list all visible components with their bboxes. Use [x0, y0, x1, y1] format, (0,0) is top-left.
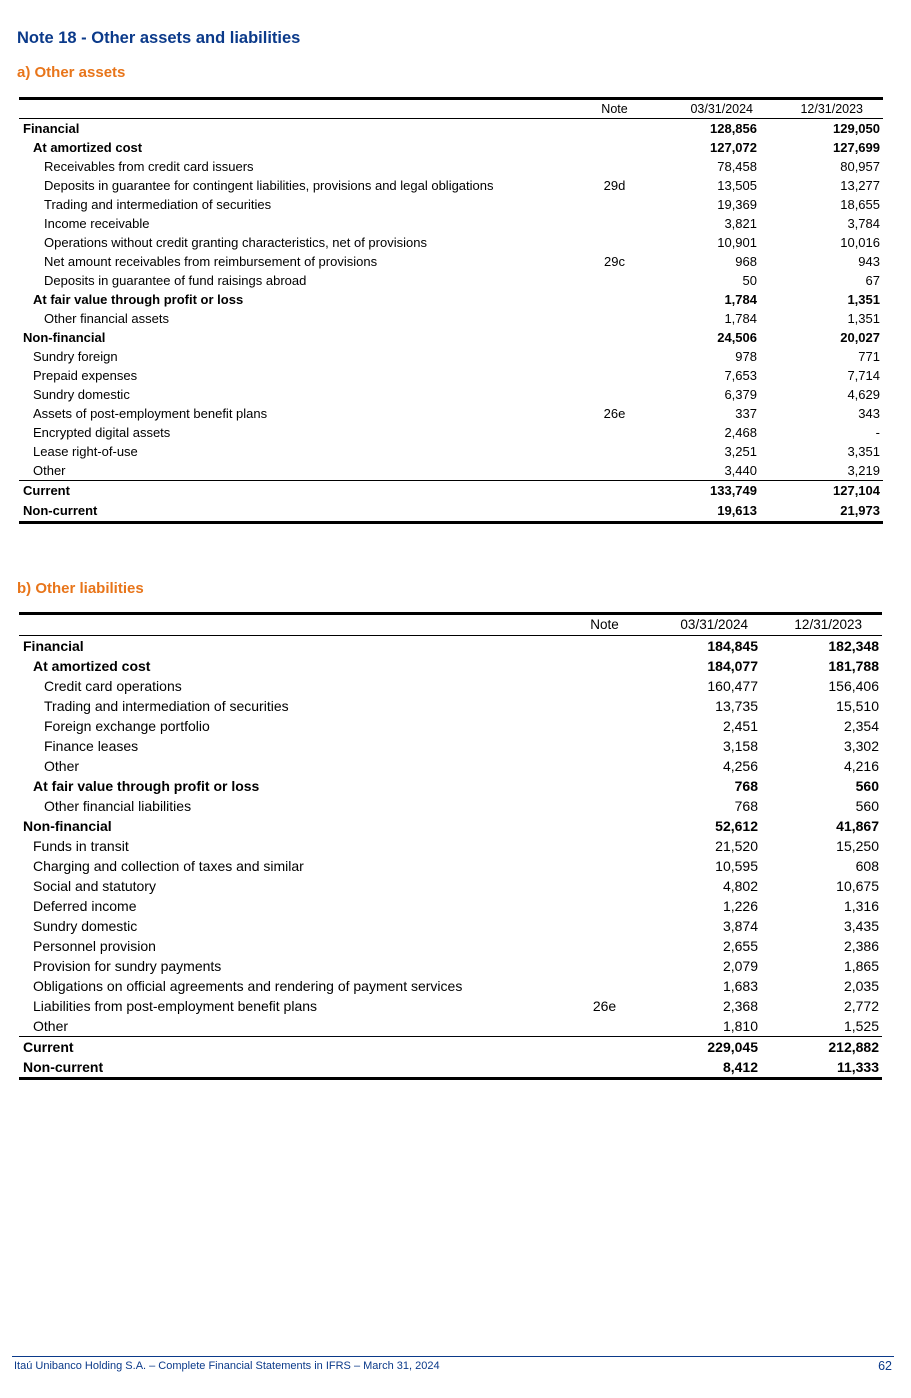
- row-value-period1: 13,505: [717, 178, 757, 193]
- row-note: [567, 736, 642, 756]
- row-label: Other: [44, 758, 80, 774]
- row-note: [567, 836, 642, 856]
- row-label: Receivables from credit card issuers: [44, 159, 254, 174]
- total-row: [19, 481, 883, 502]
- row-value-period1: 3,251: [724, 444, 757, 459]
- row-value-period2: 943: [858, 254, 880, 269]
- row-label: Personnel provision: [33, 938, 156, 954]
- table-row: [19, 676, 882, 696]
- row-label: Deferred income: [33, 898, 137, 914]
- row-label: Encrypted digital assets: [33, 425, 171, 440]
- table-row: [19, 366, 883, 385]
- table-row: [19, 1016, 882, 1037]
- row-label: Net amount receivables from reimbursement of provisions: [44, 254, 378, 269]
- row-label: Sundry domestic: [33, 918, 138, 934]
- table-row: [19, 796, 882, 816]
- row-value-period1: 2,655: [722, 938, 758, 954]
- row-value-period1: 1,784: [724, 292, 757, 307]
- row-value-period2: 1,351: [847, 311, 880, 326]
- row-label: Charging and collection of taxes and similar: [33, 858, 304, 874]
- row-label: Non-financial: [23, 330, 106, 345]
- row-label: Other financial assets: [44, 311, 170, 326]
- row-note: [567, 936, 642, 956]
- row-label: Finance leases: [44, 738, 139, 754]
- row-value-period2: 127,699: [833, 140, 880, 155]
- table-row: [19, 328, 883, 347]
- table-row: [19, 876, 882, 896]
- row-value-period2: 4,216: [843, 758, 879, 774]
- row-label: Deposits in guarantee for contingent liabilities, provisions and legal obligations: [44, 178, 494, 193]
- liabilities-col-period1: 03/31/2024: [680, 617, 748, 632]
- row-label: Financial: [23, 638, 84, 654]
- liabilities-col-label: [19, 614, 567, 636]
- total-value-period2: 212,882: [828, 1039, 879, 1055]
- row-value-period2: 1,865: [843, 958, 879, 974]
- row-label: Other: [33, 463, 66, 478]
- total-note: [577, 501, 652, 523]
- row-note: [577, 271, 652, 290]
- table-row: [19, 442, 883, 461]
- row-value-period1: 21,520: [715, 838, 758, 854]
- row-value-period2: 3,784: [847, 216, 880, 231]
- row-label: Income receivable: [44, 216, 150, 231]
- row-value-period2: -: [875, 425, 880, 440]
- table-row: [19, 976, 882, 996]
- table-row: [19, 176, 883, 195]
- liabilities-col-period2: 12/31/2023: [794, 617, 862, 632]
- table-row: [19, 696, 882, 716]
- table-row: [19, 776, 882, 796]
- row-value-period2: 2,772: [843, 998, 879, 1014]
- row-label: Deposits in guarantee of fund raisings abroad: [44, 273, 307, 288]
- row-note: [567, 756, 642, 776]
- table-row: [19, 996, 882, 1016]
- row-value-period2: 18,655: [840, 197, 880, 212]
- row-note: [577, 347, 652, 366]
- row-note: [567, 896, 642, 916]
- row-note: [577, 328, 652, 347]
- row-value-period2: 67: [865, 273, 880, 288]
- table-row: [19, 736, 882, 756]
- row-label: Foreign exchange portfolio: [44, 718, 210, 734]
- row-value-period2: 15,250: [836, 838, 879, 854]
- assets-col-period2: 12/31/2023: [800, 102, 863, 116]
- row-note: [577, 119, 652, 139]
- table-row: [19, 856, 882, 876]
- row-value-period2: 156,406: [828, 678, 879, 694]
- table-row: [19, 461, 883, 481]
- row-note: [577, 233, 652, 252]
- row-note: [577, 442, 652, 461]
- row-value-period1: 1,810: [722, 1018, 758, 1034]
- table-row: [19, 157, 883, 176]
- footer-text: Itaú Unibanco Holding S.A. – Complete Financial Statements in IFRS – March 31, 2024: [14, 1360, 440, 1372]
- row-label: At fair value through profit or loss: [33, 778, 260, 794]
- row-value-period2: 2,386: [843, 938, 879, 954]
- row-note: [567, 656, 642, 676]
- row-value-period1: 7,653: [724, 368, 757, 383]
- total-label: Current: [23, 1039, 74, 1055]
- table-row: [19, 138, 883, 157]
- row-value-period1: 768: [734, 778, 758, 794]
- assets-col-period1: 03/31/2024: [690, 102, 753, 116]
- row-note: 29c: [604, 254, 625, 269]
- table-row: [19, 756, 882, 776]
- row-value-period1: 3,874: [722, 918, 758, 934]
- row-value-period1: 2,468: [724, 425, 757, 440]
- row-value-period1: 3,158: [722, 738, 758, 754]
- row-label: Other: [33, 1018, 69, 1034]
- row-value-period1: 3,821: [724, 216, 757, 231]
- row-label: Financial: [23, 121, 80, 136]
- assets-heading: a) Other assets: [17, 64, 126, 81]
- row-label: Credit card operations: [44, 678, 182, 694]
- row-label: Prepaid expenses: [33, 368, 138, 383]
- row-value-period2: 1,316: [843, 898, 879, 914]
- row-note: [567, 956, 642, 976]
- row-value-period2: 608: [855, 858, 879, 874]
- row-note: [567, 876, 642, 896]
- row-value-period2: 20,027: [840, 330, 880, 345]
- liabilities-body: [19, 636, 882, 1079]
- row-note: [577, 366, 652, 385]
- page-number: 62: [878, 1359, 892, 1373]
- row-value-period2: 3,351: [847, 444, 880, 459]
- row-value-period2: 2,354: [843, 718, 879, 734]
- row-value-period1: 52,612: [715, 818, 758, 834]
- assets-header-row: [19, 99, 883, 119]
- liabilities-header-row: [19, 614, 882, 636]
- footer-divider: [12, 1356, 894, 1357]
- row-value-period2: 771: [858, 349, 880, 364]
- row-value-period2: 1,351: [847, 292, 880, 307]
- table-row: [19, 195, 883, 214]
- row-value-period2: 129,050: [833, 121, 880, 136]
- row-label: Liabilities from post-employment benefit plans: [33, 998, 318, 1014]
- note-title: Note 18 - Other assets and liabilities: [17, 29, 301, 47]
- row-value-period2: 560: [855, 778, 879, 794]
- table-row: [19, 656, 882, 676]
- row-label: At amortized cost: [33, 140, 143, 155]
- row-note: [577, 309, 652, 328]
- row-value-period2: 3,435: [843, 918, 879, 934]
- row-note: [577, 290, 652, 309]
- total-value-period1: 229,045: [707, 1039, 758, 1055]
- total-value-period1: 8,412: [722, 1059, 758, 1075]
- row-value-period2: 4,629: [847, 387, 880, 402]
- row-note: [567, 796, 642, 816]
- row-value-period1: 128,856: [710, 121, 757, 136]
- row-note: [567, 636, 642, 657]
- table-row: [19, 916, 882, 936]
- total-note: [567, 1037, 642, 1058]
- row-note: [577, 214, 652, 233]
- row-value-period1: 968: [735, 254, 757, 269]
- row-label: Assets of post-employment benefit plans: [33, 406, 268, 421]
- row-value-period1: 160,477: [707, 678, 758, 694]
- assets-col-note: Note: [601, 102, 628, 116]
- row-value-period1: 2,451: [722, 718, 758, 734]
- row-label: Operations without credit granting characteristics, net of provisions: [44, 235, 427, 250]
- row-value-period1: 4,802: [722, 878, 758, 894]
- row-note: [577, 385, 652, 404]
- row-value-period1: 2,368: [722, 998, 758, 1014]
- row-value-period2: 80,957: [840, 159, 880, 174]
- table-row: [19, 252, 883, 271]
- table-row: [19, 214, 883, 233]
- row-value-period2: 41,867: [836, 818, 879, 834]
- row-label: Sundry foreign: [33, 349, 118, 364]
- row-note: [567, 776, 642, 796]
- table-row: [19, 347, 883, 366]
- row-value-period2: 10,675: [836, 878, 879, 894]
- row-label: Lease right-of-use: [33, 444, 138, 459]
- table-row: [19, 956, 882, 976]
- total-row: [19, 501, 883, 523]
- table-row: [19, 816, 882, 836]
- row-note: 29d: [603, 178, 626, 193]
- liabilities-col-note: Note: [590, 617, 619, 632]
- row-label: Sundry domestic: [33, 387, 130, 402]
- table-row: [19, 290, 883, 309]
- total-value-period2: 11,333: [836, 1059, 879, 1075]
- row-label: Trading and intermediation of securities: [44, 698, 289, 714]
- table-row: [19, 896, 882, 916]
- row-value-period1: 337: [735, 406, 757, 421]
- row-label: At amortized cost: [33, 658, 151, 674]
- total-row: [19, 1037, 882, 1058]
- table-row: [19, 636, 882, 657]
- row-value-period1: 10,901: [717, 235, 757, 250]
- row-value-period2: 181,788: [828, 658, 879, 674]
- row-value-period2: 10,016: [840, 235, 880, 250]
- row-note: [577, 423, 652, 442]
- row-value-period2: 7,714: [847, 368, 880, 383]
- row-value-period2: 343: [858, 406, 880, 421]
- table-row: [19, 271, 883, 290]
- row-note: [567, 916, 642, 936]
- row-note: [577, 138, 652, 157]
- total-label: Non-current: [23, 503, 98, 518]
- row-value-period1: 184,077: [707, 658, 758, 674]
- table-row: [19, 936, 882, 956]
- row-value-period2: 2,035: [843, 978, 879, 994]
- total-row: [19, 1057, 882, 1079]
- row-value-period1: 768: [734, 798, 758, 814]
- total-label: Non-current: [23, 1059, 104, 1075]
- assets-body: [19, 119, 883, 523]
- table-row: [19, 423, 883, 442]
- row-label: Funds in transit: [33, 838, 129, 854]
- row-value-period1: 6,379: [724, 387, 757, 402]
- row-value-period1: 184,845: [707, 638, 758, 654]
- row-value-period2: 15,510: [836, 698, 879, 714]
- row-value-period2: 560: [855, 798, 879, 814]
- row-label: Provision for sundry payments: [33, 958, 222, 974]
- row-value-period1: 19,369: [717, 197, 757, 212]
- row-value-period1: 978: [735, 349, 757, 364]
- total-value-period1: 133,749: [710, 483, 757, 498]
- row-value-period1: 4,256: [722, 758, 758, 774]
- row-note: 26e: [603, 406, 626, 421]
- row-value-period1: 50: [742, 273, 757, 288]
- row-value-period1: 3,440: [724, 463, 757, 478]
- total-value-period2: 21,973: [840, 503, 880, 518]
- row-label: Social and statutory: [33, 878, 156, 894]
- row-value-period1: 2,079: [722, 958, 758, 974]
- row-label: At fair value through profit or loss: [33, 292, 244, 307]
- row-value-period2: 182,348: [828, 638, 879, 654]
- total-note: [567, 1057, 642, 1079]
- row-value-period1: 10,595: [715, 858, 758, 874]
- row-note: [567, 816, 642, 836]
- table-row: [19, 716, 882, 736]
- liabilities-heading: b) Other liabilities: [17, 580, 144, 597]
- row-value-period1: 24,506: [717, 330, 757, 345]
- row-label: Other financial liabilities: [44, 798, 192, 814]
- row-label: Obligations on official agreements and rendering of payment services: [33, 978, 463, 994]
- row-note: [567, 676, 642, 696]
- row-value-period1: 127,072: [710, 140, 757, 155]
- row-note: [577, 461, 652, 481]
- table-row: [19, 233, 883, 252]
- total-value-period1: 19,613: [717, 503, 757, 518]
- assets-col-label: [19, 99, 577, 119]
- row-value-period1: 1,683: [722, 978, 758, 994]
- row-value-period2: 1,525: [843, 1018, 879, 1034]
- row-value-period1: 1,784: [724, 311, 757, 326]
- total-value-period2: 127,104: [833, 483, 880, 498]
- row-value-period1: 78,458: [717, 159, 757, 174]
- table-row: [19, 404, 883, 423]
- row-value-period2: 3,302: [843, 738, 879, 754]
- total-label: Current: [23, 483, 70, 498]
- row-note: [577, 157, 652, 176]
- row-value-period1: 13,735: [715, 698, 758, 714]
- row-note: [577, 195, 652, 214]
- table-row: [19, 119, 883, 139]
- table-row: [19, 309, 883, 328]
- row-note: [567, 976, 642, 996]
- row-value-period2: 13,277: [840, 178, 880, 193]
- row-label: Non-financial: [23, 818, 112, 834]
- table-row: [19, 836, 882, 856]
- row-note: [567, 716, 642, 736]
- liabilities-table: [19, 612, 882, 1080]
- row-value-period2: 3,219: [847, 463, 880, 478]
- row-note: 26e: [592, 998, 617, 1014]
- total-note: [577, 481, 652, 502]
- row-note: [567, 856, 642, 876]
- row-label: Trading and intermediation of securities: [44, 197, 272, 212]
- row-value-period1: 1,226: [722, 898, 758, 914]
- row-note: [567, 1016, 642, 1037]
- assets-table: [19, 97, 883, 524]
- row-note: [567, 696, 642, 716]
- table-row: [19, 385, 883, 404]
